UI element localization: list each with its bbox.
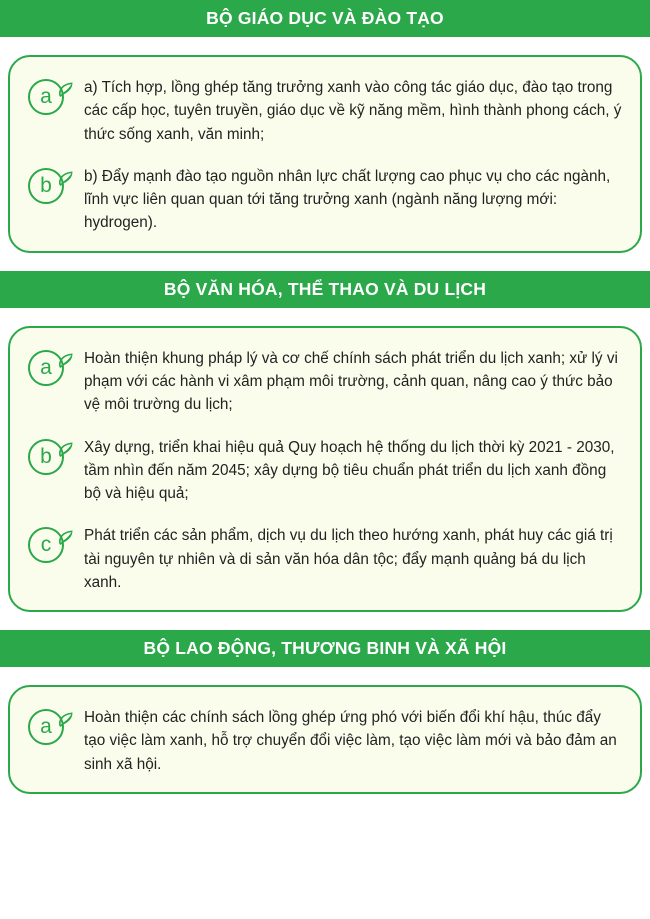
list-item — [26, 346, 624, 417]
bullet-letter: c — [28, 527, 64, 563]
section-title: BỘ LAO ĐỘNG, THƯƠNG BINH VÀ XÃ HỘI — [0, 630, 650, 667]
section-card — [8, 685, 642, 794]
item-text: Hoàn thiện các chính sách lồng ghép ứng phó với biến đổi khí hậu, thúc đẩy tạo việc làm xanh, hỗ trợ chuyển đổi việc làm, tạo việc làm mới và bảo đảm an sinh xã hội. — [84, 709, 617, 773]
item-text: Hoàn thiện khung pháp lý và cơ chế chính sách phát triển du lịch xanh; xử lý vi phạm với các hành vi xâm phạm môi trường, cảnh quan, nâng cao ý thức bảo vệ môi trường du lịch; — [84, 349, 618, 414]
list-item — [26, 75, 624, 146]
bullet-badge — [26, 525, 74, 567]
section-card — [8, 55, 642, 253]
item-text: b) Đẩy mạnh đào tạo nguồn nhân lực chất lượng cao phục vụ cho các ngành, lĩnh vực liên quan quan tới tăng trưởng xanh (ngành năng lượng mới: hydrogen). — [84, 167, 611, 232]
list-item — [26, 705, 624, 776]
bullet-letter: a — [28, 350, 64, 386]
bullet-badge — [26, 348, 74, 390]
item-text: Phát triển các sản phẩm, dịch vụ du lịch theo hướng xanh, phát huy các giá trị tài nguyên tự nhiên và di sản văn hóa dân tộc; đẩy mạnh quảng bá du lịch xanh. — [84, 527, 613, 591]
section-labour-invalids-social-affairs — [0, 630, 650, 794]
bullet-letter: a — [28, 709, 64, 745]
list-item — [26, 435, 624, 506]
section-culture-sports-tourism — [0, 271, 650, 612]
leaf-icon — [56, 441, 74, 459]
section-education — [0, 0, 650, 253]
bullet-letter: a — [28, 79, 64, 115]
bullet-badge — [26, 77, 74, 119]
leaf-icon — [56, 352, 74, 370]
bullet-letter: b — [28, 168, 64, 204]
item-list — [26, 346, 624, 594]
section-title: BỘ VĂN HÓA, THỂ THAO VÀ DU LỊCH — [0, 271, 650, 308]
item-text: Xây dựng, triển khai hiệu quả Quy hoạch hệ thống du lịch thời kỳ 2021 - 2030, tầm nhìn đến năm 2045; xây dựng bộ tiêu chuẩn phát triển du lịch xanh đồng bộ và hiệu quả; — [84, 438, 615, 502]
leaf-icon — [56, 711, 74, 729]
section-title: BỘ GIÁO DỤC VÀ ĐÀO TẠO — [0, 0, 650, 37]
item-list — [26, 705, 624, 776]
leaf-icon — [56, 170, 74, 188]
bullet-letter: b — [28, 439, 64, 475]
section-card — [8, 326, 642, 612]
list-item — [26, 523, 624, 594]
item-list — [26, 75, 624, 235]
bullet-badge — [26, 166, 74, 208]
item-text: a) Tích hợp, lồng ghép tăng trưởng xanh vào công tác giáo dục, đào tạo trong các cấp học, tuyên truyền, giáo dục về kỹ năng mềm, hình thành phong cách, ý thức sống xanh, văn minh; — [84, 79, 622, 143]
bullet-badge — [26, 437, 74, 479]
leaf-icon — [56, 529, 74, 547]
list-item — [26, 164, 624, 235]
bullet-badge — [26, 707, 74, 749]
leaf-icon — [56, 81, 74, 99]
